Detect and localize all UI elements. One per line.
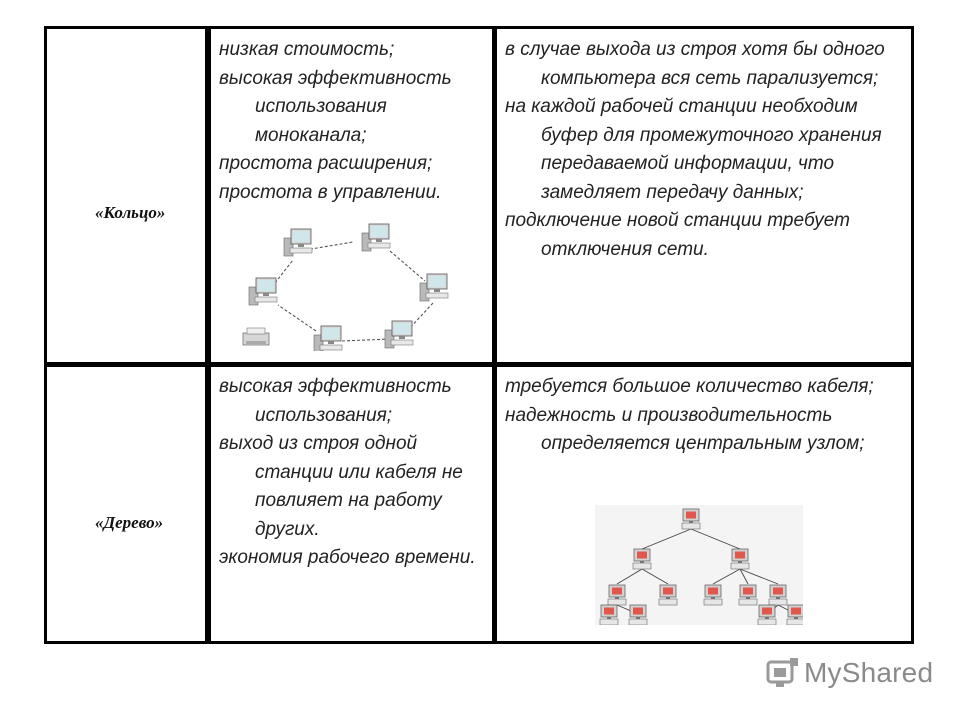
computer-icon — [731, 549, 749, 569]
row-divider — [47, 362, 911, 367]
list-item: требуется большое количество кабеля; — [505, 376, 874, 397]
computer-icon — [608, 585, 626, 605]
computer-icon — [420, 274, 448, 301]
list-item: высокая эффективность использования; — [219, 376, 452, 426]
topology-table — [44, 26, 914, 644]
tree-advantages — [219, 373, 489, 573]
list-item: на каждой рабочей станции необходим буфер для промежуточного хранения передаваемой информации, что замедляет передачу данных; — [505, 96, 882, 203]
list-item: высокая эффективность использования моноканала; — [219, 67, 452, 146]
computer-icon — [633, 549, 651, 569]
list-item: экономия рабочего времени. — [219, 547, 476, 568]
computer-icon — [362, 224, 390, 251]
computer-icon — [682, 509, 700, 529]
list-item: простота расширения; — [219, 153, 433, 174]
list-item: надежность и производительность определяется центральным узлом; — [505, 404, 865, 454]
computer-icon — [659, 585, 677, 605]
computer-icon — [385, 321, 413, 348]
column-divider — [492, 29, 497, 641]
list-item: в случае выхода из строя хотя бы одного компьютера вся сеть парализуется; — [505, 39, 885, 89]
tree-network-diagram — [595, 505, 803, 625]
computer-icon — [600, 605, 618, 625]
computer-icon — [758, 605, 776, 625]
computer-icon — [249, 278, 277, 305]
computer-icon — [787, 605, 803, 625]
computer-icon — [704, 585, 722, 605]
computer-icon — [739, 585, 757, 605]
list-item: выход из строя одной станции или кабеля не повлияет на работу других. — [219, 433, 463, 540]
column-divider — [205, 29, 211, 641]
computer-icon — [629, 605, 647, 625]
list-item: простота в управлении. — [219, 181, 442, 203]
ring-network-diagram — [235, 215, 457, 351]
printer-icon — [243, 328, 269, 345]
list-item: подключение новой станции требует отключения сети. — [505, 210, 850, 260]
myshared-logo-icon — [766, 656, 800, 690]
row-label-ring: «Кольцо» — [95, 203, 166, 222]
list-item: низкая стоимость; — [219, 39, 395, 60]
computer-icon — [284, 229, 312, 256]
watermark-text: MyShared — [804, 657, 934, 688]
computer-icon — [769, 585, 787, 605]
tree-disadvantages — [505, 373, 903, 459]
ring-advantages — [219, 36, 489, 207]
computer-icon — [314, 326, 342, 351]
ring-disadvantages — [505, 36, 903, 264]
row-label-tree: «Дерево» — [95, 513, 164, 532]
myshared-watermark — [766, 655, 933, 691]
